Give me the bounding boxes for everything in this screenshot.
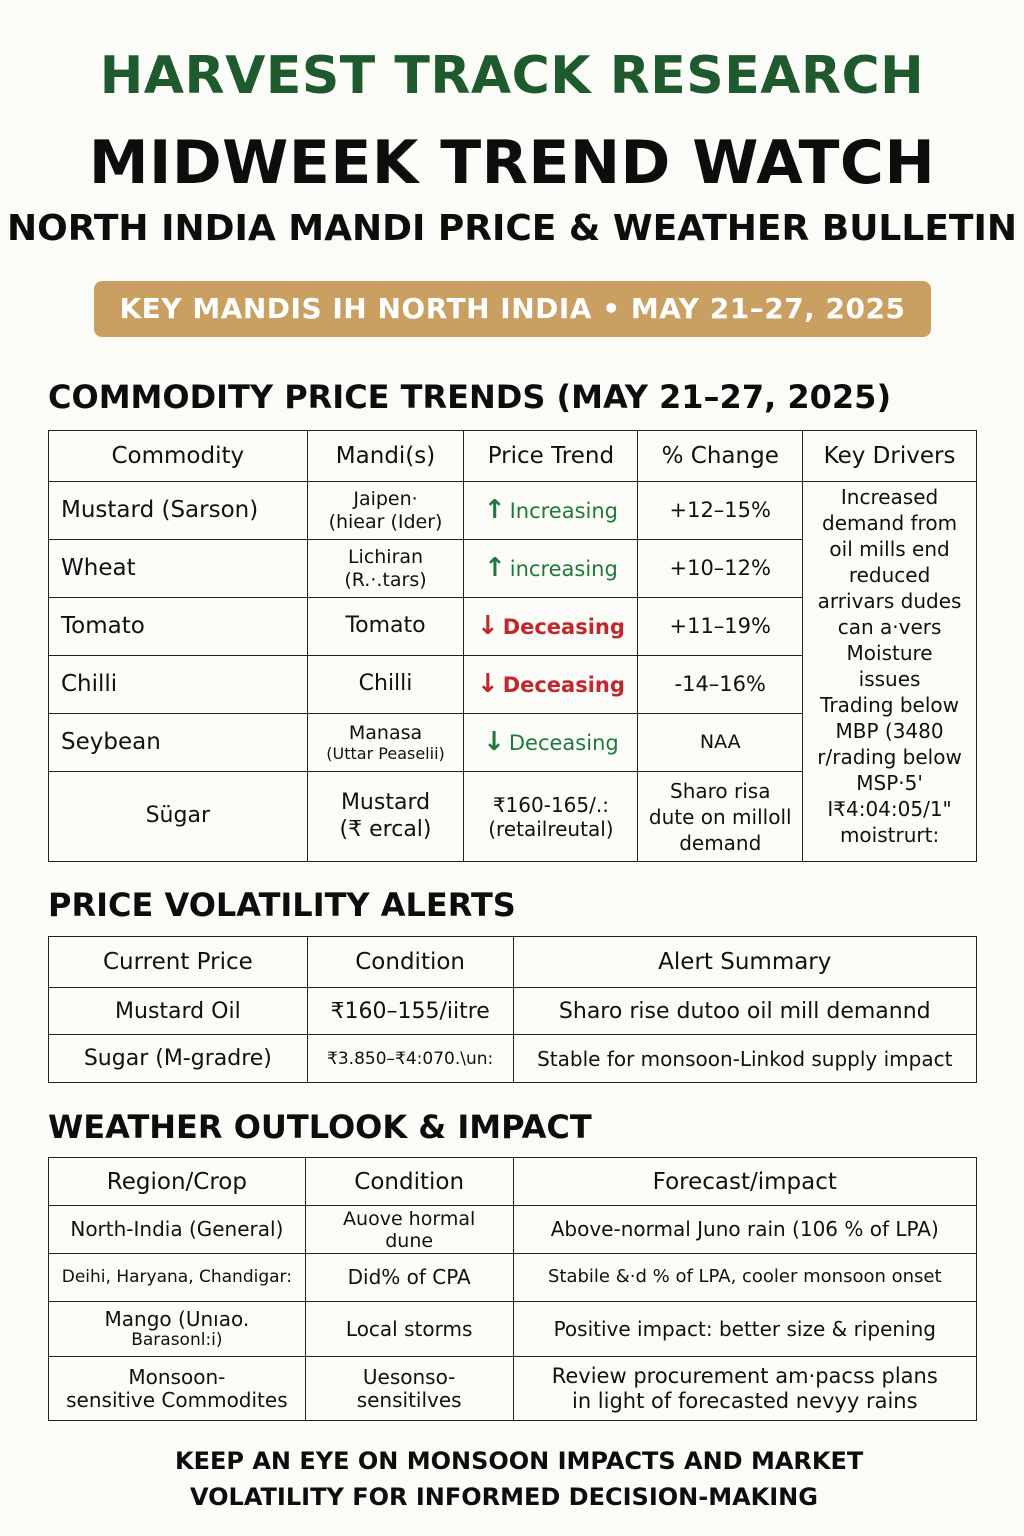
driver-line: Increased [840,485,939,509]
brand-title: HARVEST TRACK RESEARCH [99,46,925,106]
commodity-cell: Seybean [49,714,308,772]
commodity-cell: Tomato [49,598,308,656]
column-header: Alert Summary [513,937,976,988]
forecast-cell: Positive impact: better size & ripening [513,1302,976,1357]
table-row [49,1206,977,1254]
mandi-line: (hiear (Ider) [328,510,443,533]
trend-line: (retailreutal) [488,816,614,841]
column-header: Condition [307,937,513,988]
mandi-line: (₹ ercal) [339,816,432,842]
table-header-row [49,1158,977,1206]
column-header: % Change [638,431,803,482]
condition-cell: ₹3.850–₹4:070.\un: [307,1035,513,1083]
volatility-section-title: PRICE VOLATILITY ALERTS [48,886,516,924]
region-cell: Deihi, Haryana, Chandigar: [49,1254,306,1302]
forecast-cell [513,1357,976,1421]
region-line: Monsoon- [128,1364,226,1389]
arrow-up-icon: ↑ [483,494,506,525]
mandi-line: Jaipen· [353,487,418,510]
table-row [49,482,977,540]
arrow-down-icon: ↓ [476,668,499,699]
summary-cell: Sharo rise dutoo oil mill demannd [513,988,976,1035]
mandi-cell: Chilli [307,656,464,714]
forecast-line: in light of forecasted nevyy rains [571,1388,918,1413]
table-row [49,1357,977,1421]
condition-line: sensitilves [356,1387,462,1412]
driver-line: r/rading below [817,745,962,769]
driver-line: reduced [848,563,931,587]
trend-cell [464,772,638,862]
change-cell: +12–15% [638,482,803,540]
forecast-cell: Stabile &·d % of LPA, cooler monsoon onset [513,1254,976,1302]
driver-line: oil mills end [829,537,950,561]
commodity-cell: Sügar [49,772,308,862]
region-line: Barasonl:i) [131,1329,223,1350]
condition-line: Uesonso- [362,1364,456,1389]
column-header: Key Drivers [803,431,977,482]
mandi-line: Mustard [340,790,431,816]
item-cell: Mustard Oil [49,988,308,1035]
condition-cell: Did% of CPA [305,1254,513,1302]
driver-line: arrivars dudes [817,589,962,613]
change-line: dute on milloll [648,804,792,829]
mandi-line: (Uttar Peaselii) [326,744,445,764]
mandi-line: (R.·.tars) [344,568,427,591]
driver-line: issues [858,667,921,691]
weather-table [48,1157,977,1421]
arrow-down-icon: ↓ [483,726,505,757]
region-cell [49,1302,306,1357]
region-cell [49,1357,306,1421]
table-row [49,1254,977,1302]
trend-cell [464,714,638,772]
mandi-line: Lichiran [347,545,424,568]
condition-cell [305,1206,513,1254]
condition-cell: ₹160–155/iitre [307,988,513,1035]
condition-line: Auove hormal [343,1207,476,1230]
change-cell: +10–12% [638,540,803,598]
driver-line: MSP·5' [856,771,923,795]
region-cell: North-India (General) [49,1206,306,1254]
commodity-section-title: COMMODITY PRICE TRENDS (MAY 21–27, 2025) [48,378,892,416]
driver-line: moistrurt: [839,823,940,847]
column-header: Mandi(s) [307,431,464,482]
table-row [49,988,977,1035]
column-header: Price Trend [464,431,638,482]
condition-cell: Local storms [305,1302,513,1357]
trend-label: Deceasing [508,730,619,755]
volatility-table [48,936,977,1083]
trend-line: ₹160-165/.: [492,792,609,817]
item-cell: Sugar (M-gradre) [49,1035,308,1083]
mandi-cell [307,540,464,598]
trend-cell [464,656,638,714]
trend-label: increasing [509,556,618,581]
summary-cell: Stable for monsoon-Linkod supply impact [513,1035,976,1083]
mandi-cell [307,772,464,862]
region-line: sensitive Commodites [66,1387,288,1412]
driver-line: Trading below [820,693,959,717]
footer-line: VOLATILITY FOR INFORMED DECISION-MAKING [190,1483,818,1511]
trend-cell [464,540,638,598]
mandi-cell [307,714,464,772]
column-header: Forecast/impact [513,1158,976,1206]
condition-cell [305,1357,513,1421]
column-header: Commodity [49,431,308,482]
commodity-cell: Chilli [49,656,308,714]
forecast-cell: Above-normal Juno rain (106 % of LPA) [513,1206,976,1254]
trend-label: Increasing [509,498,619,523]
table-header-row [49,431,977,482]
key-drivers-cell [803,482,977,862]
region-line: Mango (Unıao. [104,1306,250,1331]
change-line: Sharo risa [670,778,771,803]
arrow-up-icon: ↑ [483,552,506,583]
column-header: Condition [305,1158,513,1206]
change-cell [638,772,803,862]
driver-line: I₹4:04:05/1" [827,797,952,821]
footer-line: KEEP AN EYE ON MONSOON IMPACTS AND MARKET [175,1447,864,1475]
table-row [49,1035,977,1083]
trend-cell [464,482,638,540]
column-header: Current Price [49,937,308,988]
change-cell: +11–19% [638,598,803,656]
driver-line: can a·vers [837,615,942,639]
date-banner: KEY MANDIS IH NORTH INDIA • MAY 21–27, 2025 [94,281,931,337]
weather-section-title: WEATHER OUTLOOK & IMPACT [48,1108,592,1146]
trend-label: Deceasing [502,672,625,697]
trend-cell [464,598,638,656]
column-header: Region/Crop [49,1158,306,1206]
commodity-cell: Wheat [49,540,308,598]
mandi-cell: Tomato [307,598,464,656]
arrow-down-icon: ↓ [476,610,499,641]
mandi-cell [307,482,464,540]
change-line: demand [679,830,762,855]
trend-label: Deceasing [502,614,625,639]
commodity-cell: Mustard (Sarson) [49,482,308,540]
driver-line: Moisture [846,641,933,665]
change-cell: -14–16% [638,656,803,714]
driver-line: MBP (3480 [835,719,944,743]
table-row [49,1302,977,1357]
driver-line: demand from [822,511,958,535]
change-cell: NAA [638,714,803,772]
forecast-line: Review procurement am·pacss plans [551,1364,938,1389]
mandi-line: Manasa [348,721,423,744]
commodity-table [48,430,977,862]
condition-line: dune [385,1229,434,1252]
table-header-row [49,937,977,988]
bulletin-title: MIDWEEK TREND WATCH [88,128,936,198]
bulletin-subtitle: NORTH INDIA MANDI PRICE & WEATHER BULLETIN [7,208,1017,249]
